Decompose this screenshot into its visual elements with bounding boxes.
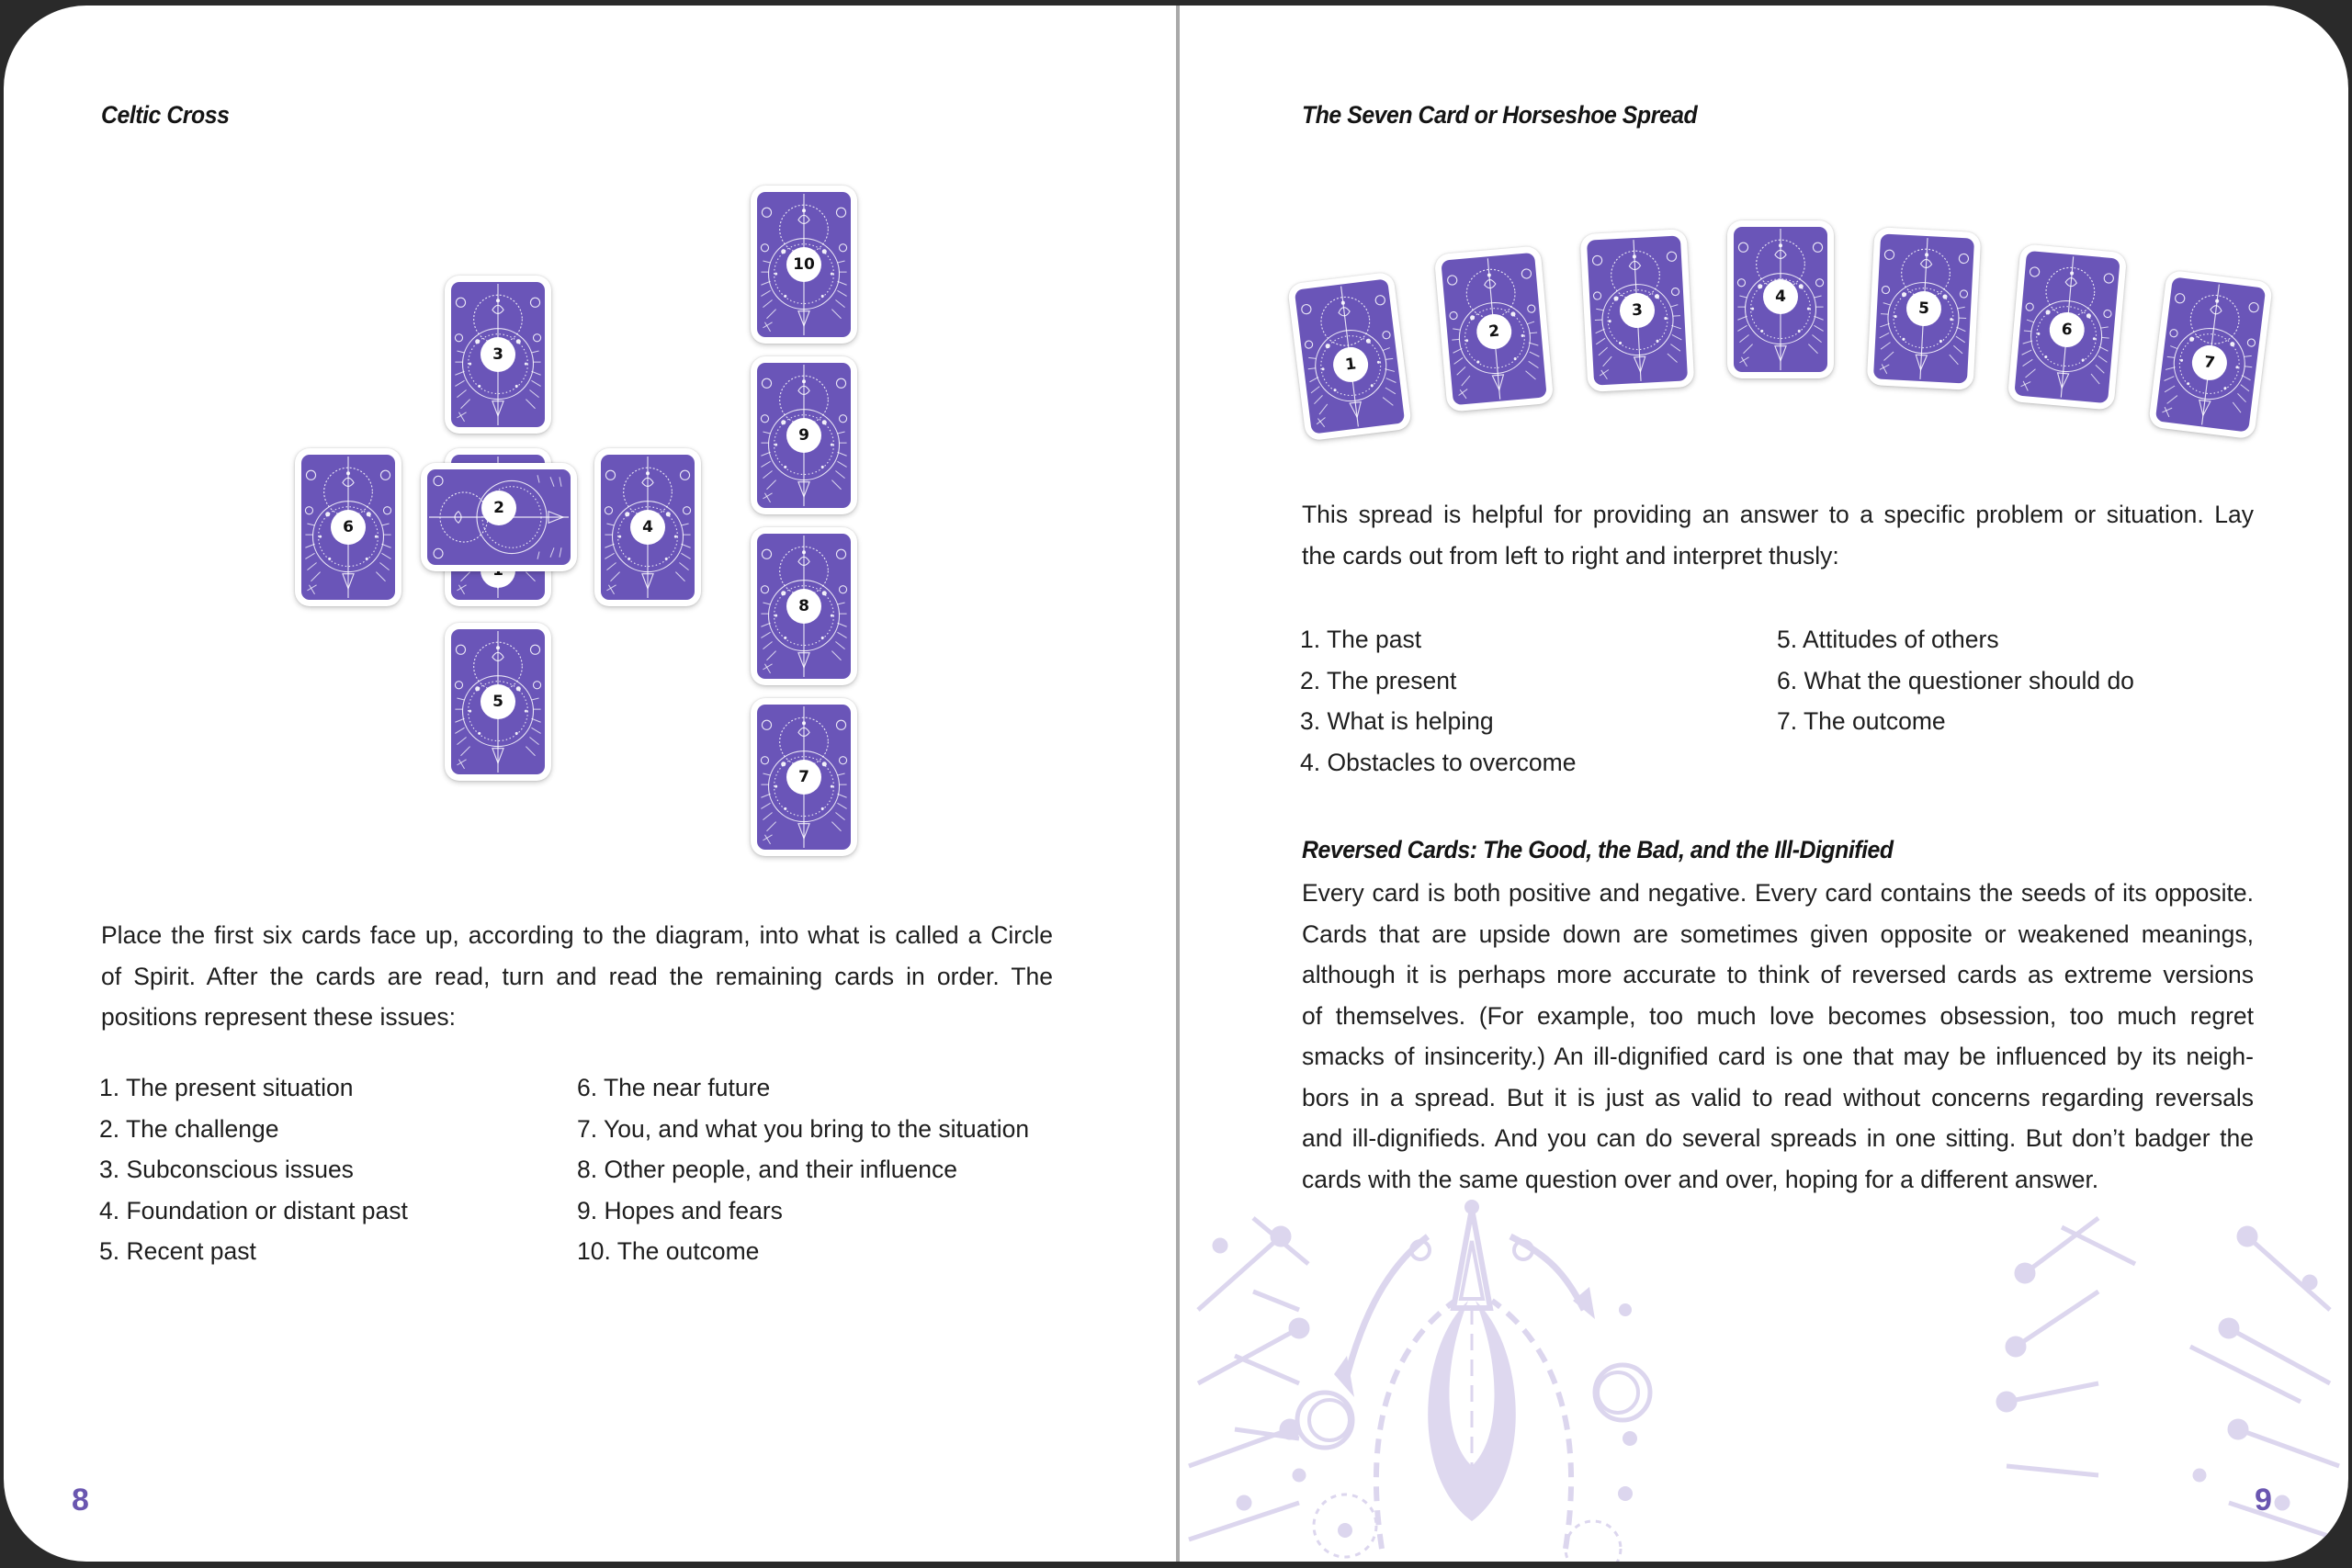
card-10 [751, 186, 857, 344]
celtic-cross-paragraph [101, 915, 1053, 1038]
card-2 [421, 463, 577, 571]
card-2 [1434, 245, 1555, 412]
reversed-cards-heading: Reversed Cards: The Good, the Bad, and the Ill-Dignified [1302, 836, 1894, 863]
left-page [4, 6, 1178, 1562]
paragraph-line: of themselves. (For example, too much love becomes obsession, too much regret [1302, 1001, 2254, 1030]
position-item: 6. The near future [577, 1074, 771, 1101]
card-number: 4 [630, 510, 665, 545]
card-5 [1867, 227, 1982, 390]
card-number: 4 [1763, 279, 1798, 314]
card-8 [751, 527, 857, 685]
horseshoe-paragraph [1302, 494, 2254, 576]
position-item: 6. What the questioner should do [1777, 666, 2134, 694]
card-number: 7 [2190, 344, 2229, 382]
card-3 [445, 276, 551, 434]
card-number: 2 [481, 491, 516, 525]
card-number: 3 [1619, 292, 1656, 329]
paragraph-line: This spread is helpful for providing an answer to a specific problem or situation. Lay [1302, 501, 2254, 528]
paragraph-line: smacks of insincerity.) An ill-dignified card is one that may be influenced by its neigh- [1302, 1043, 2254, 1070]
position-item: 7. You, and what you bring to the situation [577, 1114, 1030, 1143]
paragraph-line: Place the first six cards face up, according to the diagram, into what is called a Circle [101, 921, 1053, 949]
paragraph-line: Cards that are upside down are sometimes given opposite or weakened meanings, [1302, 919, 2254, 948]
card-6 [2007, 243, 2128, 410]
position-item: 5. Recent past [99, 1237, 256, 1265]
paragraph-line: although it is perhaps more accurate to think of reversed cards as extreme versions [1302, 961, 2254, 988]
card-4 [1727, 220, 1834, 378]
card-number: 10 [786, 247, 821, 282]
position-item: 2. The challenge [99, 1114, 279, 1143]
card-1 [1287, 272, 1412, 442]
paragraph-line: the cards out from left to right and interpret thusly: [1302, 541, 1839, 570]
card-7 [2148, 270, 2273, 440]
position-item: 1. The past [1300, 626, 1422, 653]
position-item: 1. The present situation [99, 1074, 354, 1101]
card-9 [751, 356, 857, 514]
card-number: 7 [786, 760, 821, 795]
paragraph-line: of Spirit. After the cards are read, turn and read the remaining cards in order. The [101, 962, 1053, 990]
card-number: 1 [1331, 345, 1370, 384]
page-number: 8 [72, 1483, 89, 1517]
position-item: 4. Foundation or distant past [99, 1196, 408, 1224]
card-number: 5 [481, 684, 515, 719]
card-6 [295, 448, 401, 606]
card-7 [751, 698, 857, 856]
card-number: 9 [786, 418, 821, 453]
right-page [1180, 6, 2348, 1562]
card-number: 2 [1476, 313, 1513, 351]
position-item: 3. What is helping [1300, 707, 1494, 735]
card-4 [594, 448, 701, 606]
paragraph-line: positions represent these issues: [101, 1003, 456, 1031]
reversed-cards-paragraph [1302, 873, 2254, 1200]
paragraph-line: bors in a spread. But it is just as valid to read without concerns regarding reversals [1302, 1083, 2254, 1111]
paragraph-line: Every card is both positive and negative. Every card contains the seeds of its opposite. [1302, 879, 2254, 907]
horseshoe-positions-col2 [1777, 619, 2134, 742]
card-number: 5 [1905, 290, 1942, 327]
position-item: 8. Other people, and their influence [577, 1156, 957, 1183]
celtic-cross-positions-col1 [99, 1067, 408, 1272]
card-number: 8 [786, 589, 821, 624]
position-item: 4. Obstacles to overcome [1300, 748, 1577, 776]
position-item: 2. The present [1300, 666, 1457, 694]
position-item: 10. The outcome [577, 1237, 760, 1265]
position-item: 3. Subconscious issues [99, 1156, 354, 1183]
card-number: 6 [2048, 311, 2086, 349]
horseshoe-positions-col1 [1300, 619, 1576, 783]
card-5 [445, 623, 551, 781]
position-item: 7. The outcome [1777, 707, 1946, 735]
position-item: 5. Attitudes of others [1777, 626, 1999, 653]
card-number: 6 [331, 510, 366, 545]
celtic-cross-heading: Celtic Cross [101, 101, 230, 129]
celtic-cross-positions-col2 [577, 1067, 1029, 1272]
horseshoe-spread-heading: The Seven Card or Horseshoe Spread [1302, 101, 1698, 129]
position-item: 9. Hopes and fears [577, 1196, 783, 1224]
paragraph-line: and ill-dignifieds. And you can do several spreads in one sitting. But don’t badger the [1302, 1124, 2254, 1152]
page-number: 9 [2255, 1483, 2272, 1517]
celestial-ornament-icon [1180, 1200, 2348, 1562]
card-number: 3 [481, 337, 515, 372]
card-3 [1580, 229, 1695, 392]
paragraph-line: cards with the same question over and over, hoping for a different answer. [1302, 1165, 2099, 1193]
